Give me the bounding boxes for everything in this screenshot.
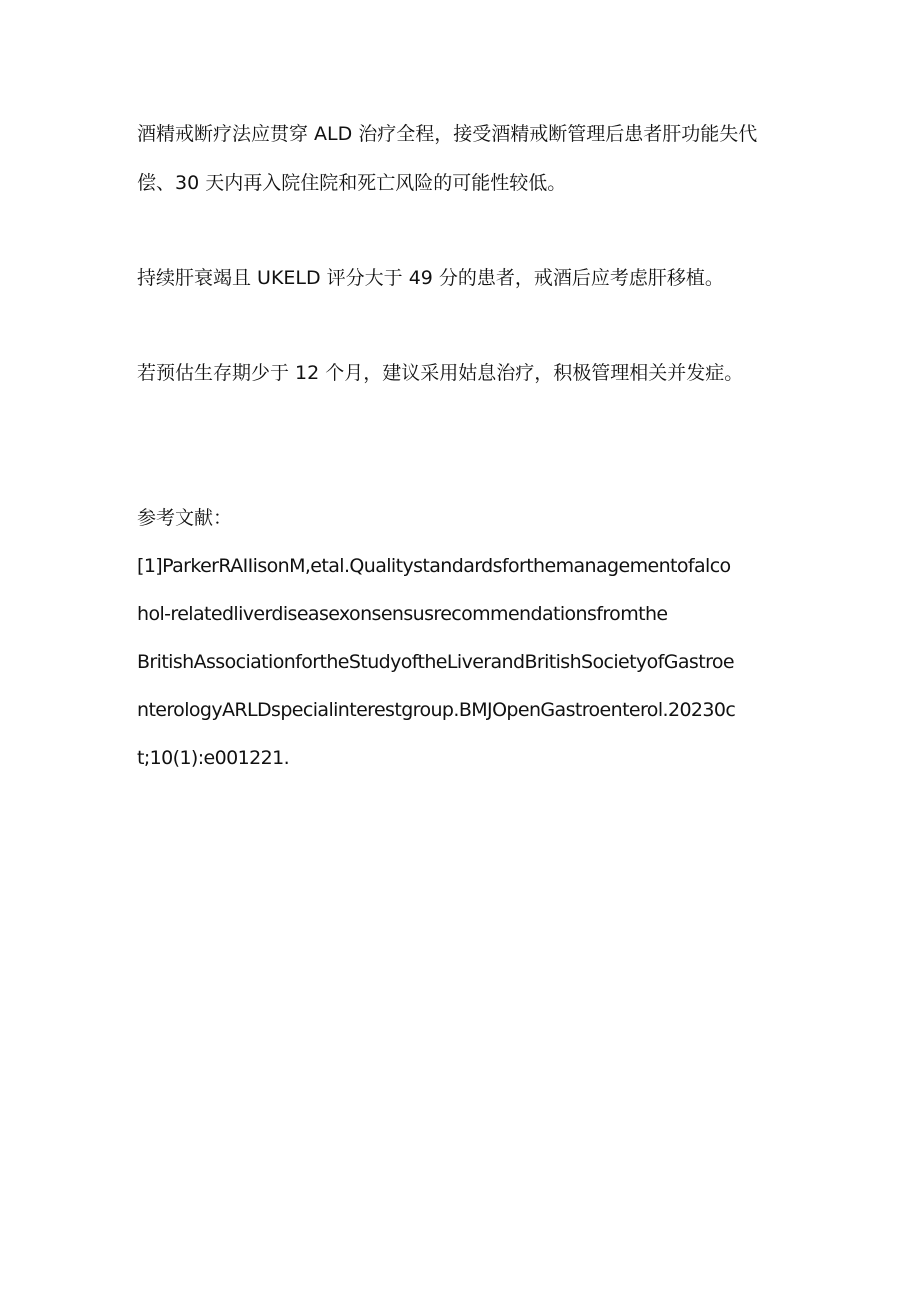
paragraph-transplant: 持续肝衰竭且 UKELD 评分大于 49 分的患者，戒酒后应考虑肝移植。 bbox=[137, 267, 724, 289]
reference-line-5: t;10(1):e001221. bbox=[137, 747, 290, 769]
references-heading: 参考文献： bbox=[137, 507, 233, 529]
reference-line-3: BritishAssociationfortheStudyoftheLiverandBritishSocietyofGastroe bbox=[137, 651, 734, 673]
reference-line-4: nterologyARLDspecialinterestgroup.BMJOpenGastroenterol.20230c bbox=[137, 699, 736, 721]
paragraph-abstinence-line-1: 酒精戒断疗法应贯穿 ALD 治疗全程，接受酒精戒断管理后患者肝功能失代 bbox=[137, 123, 758, 145]
paragraph-palliative: 若预估生存期少于 12 个月，建议采用姑息治疗，积极管理相关并发症。 bbox=[137, 362, 744, 384]
paragraph-abstinence-line-2: 偿、30 天内再入院住院和死亡风险的可能性较低。 bbox=[137, 172, 567, 194]
reference-line-1: [1]ParkerRAIIisonM,etal.Qualitystandardsforthemanagementofalco bbox=[137, 555, 731, 577]
reference-line-2: hol-relatedliverdiseasexonsensusrecommendationsfromthe bbox=[137, 603, 668, 625]
